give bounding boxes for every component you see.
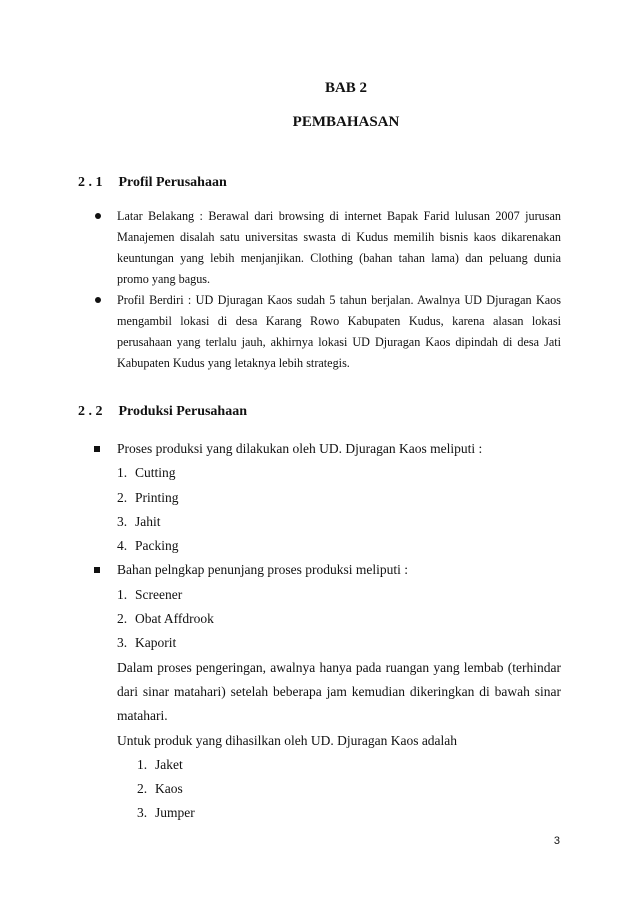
list-item-text: Kaos [155, 781, 183, 797]
section-number: 2 . 2 [78, 404, 103, 419]
list-item-text: Cutting [135, 465, 176, 481]
bahan-list [117, 583, 561, 656]
list-item-text: Screener [135, 586, 183, 602]
list-item [93, 206, 561, 290]
list-item-text: Jumper [155, 805, 195, 821]
list-item: 3. Jahit [117, 513, 161, 529]
list-item-text: Jahit [135, 513, 161, 529]
list-item: 4. Packing [117, 538, 179, 554]
bullet-icon [95, 297, 101, 303]
list-item-text: Obat Affdrook [135, 611, 214, 627]
section-heading-produksi [78, 404, 247, 420]
list-item: 3. Jumper [137, 805, 195, 821]
page-number: 3 [553, 835, 560, 847]
list-item [93, 290, 561, 374]
profil-list [93, 206, 561, 374]
list-item-text: Latar Belakang : Berawal dari browsing di internet Bapak Farid lulusan 2007 jurusan Manajemen disalah satu universitas swasta di Kudus memilih bisnis kaos dikarenakan keuntungan yang lebih menjanjikan. Clothing (bahan tahan lama) dan peluang dunia promo yang bagus. [117, 209, 561, 286]
bahan-intro: Bahan pelngkap penunjang proses produksi meliputi : [117, 562, 408, 578]
list-item: 2. Obat Affdrook [117, 611, 214, 627]
list-item: 2. Printing [117, 489, 179, 505]
bullet-icon [95, 213, 101, 219]
list-item-text: Packing [135, 538, 179, 554]
list-item-text: Printing [135, 489, 179, 505]
square-bullet-icon [94, 567, 100, 573]
produk-list [117, 753, 561, 826]
produksi-content [93, 437, 561, 826]
square-bullet-icon [94, 446, 100, 452]
list-item: 1. Jaket [137, 756, 183, 772]
section-number: 2 . 1 [78, 175, 103, 190]
proses-steps-list [117, 461, 561, 558]
section-title: Produksi Perusahaan [118, 404, 247, 419]
list-item-text: Kaporit [135, 635, 177, 651]
list-item: 2. Kaos [137, 781, 183, 797]
section-title: Profil Perusahaan [118, 175, 227, 190]
chapter-label: BAB 2 [324, 80, 368, 96]
produk-intro: Untuk produk yang dihasilkan oleh UD. Djuragan Kaos adalah [117, 732, 458, 748]
list-item: 1. Screener [117, 586, 183, 602]
section-heading-profil [78, 175, 227, 191]
pengeringan-paragraph: Dalam proses pengeringan, awalnya hanya pada ruangan yang lembab (terhindar dari sinar matahari) setelah beberapa jam kemudian dikeringkan di bawah sinar matahari. [117, 659, 561, 724]
list-item: 3. Kaporit [117, 635, 177, 651]
proses-intro: Proses produksi yang dilakukan oleh UD. Djuragan Kaos meliputi : [117, 441, 483, 456]
list-item: 1. Cutting [117, 465, 176, 481]
list-item [93, 437, 561, 558]
list-item [93, 558, 561, 825]
list-item-text: Jaket [155, 756, 183, 772]
list-item-text: Profil Berdiri : UD Djuragan Kaos sudah 5 tahun berjalan. Awalnya UD Djuragan Kaos mengambil lokasi di desa Karang Rowo Kabupaten Kudus, karena alasan lokasi perusahaan yang terlalu jauh, akhirnya lokasi UD Djuragan Kaos dipindah di desa Jati Kabupaten Kudus yang letaknya lebih strategis. [117, 293, 561, 370]
page-title: PEMBAHASAN [292, 114, 400, 130]
